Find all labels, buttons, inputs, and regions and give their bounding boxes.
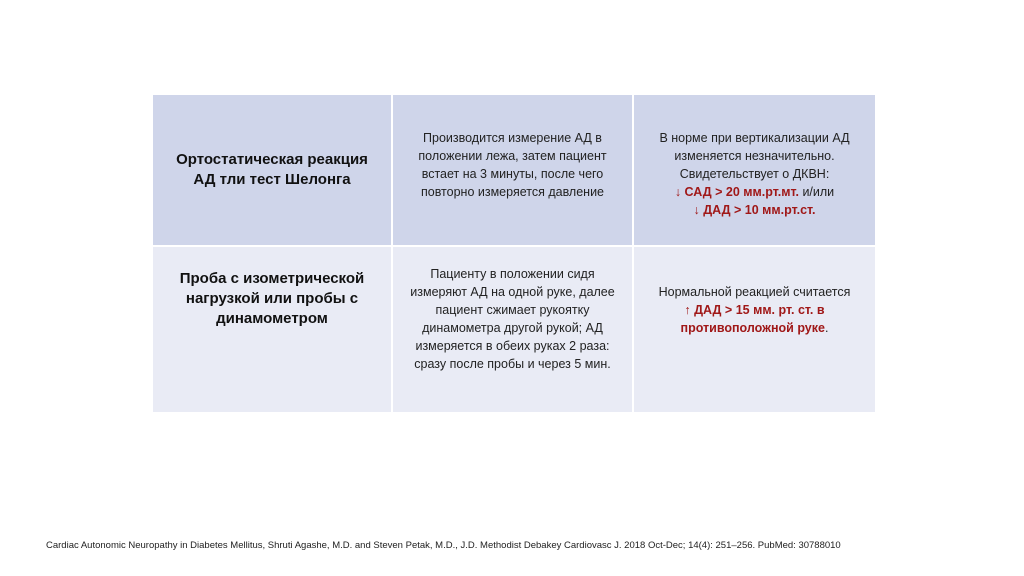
row1-name-line: Ортостатическая реакция (176, 151, 368, 168)
row1-name-line: АД тли тест Шелонга (193, 171, 351, 188)
row1-result-sad-line (659, 183, 849, 201)
row2-result-red-line (659, 319, 851, 337)
row2-method-line: измеряется в обеих руках 2 раза: (415, 339, 610, 353)
sad-suffix: и/или (798, 185, 835, 199)
period: . (824, 321, 829, 335)
tests-table (153, 95, 875, 412)
row2-method-line: измеряют АД на одной руке, далее (410, 285, 615, 299)
row1-method-line: Производится измерение АД в (423, 131, 602, 145)
row2-method-line: динамометра другой рукой; АД (422, 321, 603, 335)
row2-method-line: пациент сжимает рукоятку (435, 303, 590, 317)
row2-method-line: Пациенту в положении сидя (430, 267, 595, 281)
row1-method-line: встает на 3 минуты, после чего (421, 167, 604, 181)
row1-method-line: положении лежа, затем пациент (418, 149, 607, 163)
dad-increase-threshold: ↑ ДАД > 15 мм. рт. ст. в (684, 303, 825, 317)
row1-test-name (153, 95, 393, 247)
row2-test-name (153, 247, 393, 412)
row1-result (634, 95, 875, 247)
row1-result-dad-line (659, 201, 849, 219)
row2-result-red-line (659, 301, 851, 319)
dad-threshold: ↓ ДАД > 10 мм.рт.ст. (693, 203, 816, 217)
row2-name-line: динамометром (216, 310, 328, 327)
opposite-arm-text: противоположной руке (680, 321, 825, 335)
row2-result-line: Нормальной реакцией считается (658, 285, 851, 299)
row1-method (393, 95, 634, 247)
row1-result-line: Свидетельствует о ДКВН: (679, 167, 830, 181)
row2-method (393, 247, 634, 412)
row2-name-line: Проба с изометрической (179, 270, 365, 287)
row1-result-line: изменяется незначительно. (674, 149, 835, 163)
row2-method-line: сразу после пробы и через 5 мин. (414, 357, 611, 371)
citation-footer: Cardiac Autonomic Neuropathy in Diabetes Mellitus, Shruti Agashe, M.D. and Steven Petak, M.D., J.D. Methodist Debakey Cardiovasc J. 2018 Oct-Dec; 14(4): 251–256. PubMed: 30788010 (46, 540, 841, 551)
row1-method-line: повторно измеряется давление (420, 185, 605, 199)
row2-result (634, 247, 875, 412)
row2-name-line: нагрузкой или пробы с (185, 290, 359, 307)
sad-threshold: ↓ САД > 20 мм.рт.мт. (674, 185, 799, 199)
row1-result-line: В норме при вертикализации АД (659, 131, 850, 145)
